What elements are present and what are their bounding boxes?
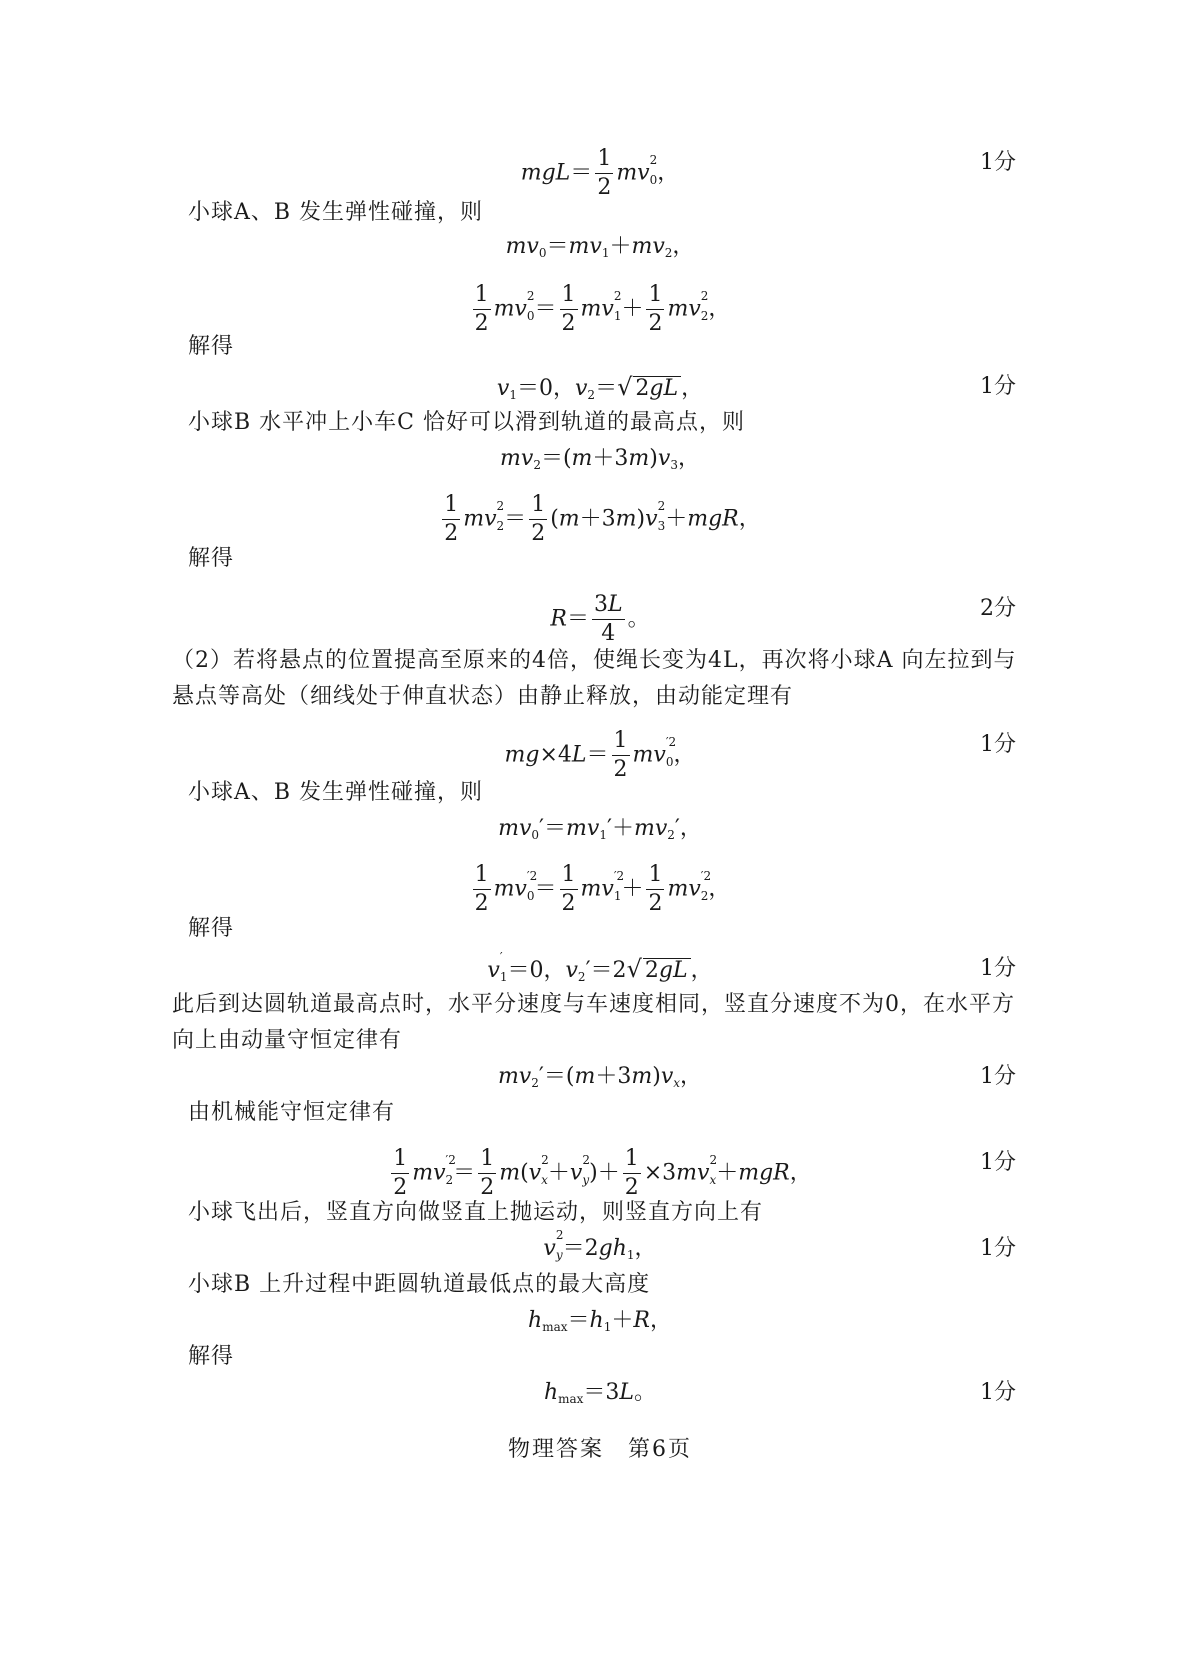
equation-momentum-1: $mv_0=mv_1+mv_2$， bbox=[505, 234, 695, 260]
equation-energy-1: mgL＝ $\frac{1}{2}$ mv 2 0， bbox=[520, 146, 680, 200]
equation-energy-6: $\frac{1}{2}$ mv ′2 2＝ $\frac{1}{2}$ m(v 2 x＋v 2 y)＋ $\frac{1}{2}$ ×3mv 2 x＋mgR， bbox=[393, 1146, 812, 1200]
equation-energy-5: $\frac{1}{2}$ mv ′2 0＝ $\frac{1}{2}$ mv ′2 1＋ $\frac{1}{2}$ mv ′2 2， bbox=[474, 862, 731, 916]
text-line: 小球B 上升过程中距圆轨道最低点的最大高度 bbox=[188, 1272, 651, 1297]
text-line: 小球A、B 发生弹性碰撞，则 bbox=[188, 200, 484, 225]
score-mark: 1分 bbox=[980, 1150, 1016, 1175]
score-mark: 2分 bbox=[980, 596, 1016, 621]
text-line: 此后到达圆轨道最高点时，水平分速度与车速度相同，竖直分速度不为0，在水平方 bbox=[172, 992, 1015, 1017]
equation-result-hmax: $h_{max}=3L$。 bbox=[543, 1380, 657, 1406]
equation-result-R: R＝ $\frac{3L}{4}$ 。 bbox=[550, 592, 650, 646]
text-line: 悬点等高处（细线处于伸直状态）由静止释放，由动能定理有 bbox=[172, 684, 794, 709]
equation-result-1: $v_1=0$，$v_2=√$ 2gL ， bbox=[496, 373, 704, 402]
equation-energy-2: $\frac{1}{2}$ mv 2 0＝ $\frac{1}{2}$ mv 2 1＋ $\frac{1}{2}$ mv 2 2， bbox=[474, 282, 731, 336]
text-line: 小球B 水平冲上小车C 恰好可以滑到轨道的最高点，则 bbox=[188, 410, 745, 435]
score-mark: 1分 bbox=[980, 374, 1016, 399]
text-line: 解得 bbox=[188, 334, 235, 359]
score-mark: 1分 bbox=[980, 1236, 1016, 1261]
text-line: 解得 bbox=[188, 1344, 235, 1369]
equation-momentum-3: $mv_0'=mv_1'+mv_2'$， bbox=[498, 816, 702, 842]
equation-momentum-2: $mv_2=(m+3m)v_3$， bbox=[500, 446, 700, 472]
score-mark: 1分 bbox=[980, 1064, 1016, 1089]
text-line: （2）若将悬点的位置提高至原来的4倍，使绳长变为4L，再次将小球A 向左拉到与 bbox=[172, 648, 1017, 673]
page-footer: 物理答案 第6页 bbox=[508, 1437, 692, 1462]
equation-energy-4: mg×4L＝ $\frac{1}{2}$ mv ′2 0， bbox=[504, 728, 696, 782]
equation-energy-3: $\frac{1}{2}$ mv 2 2＝ $\frac{1}{2}$ (m＋3m)v 2 3＋mgR， bbox=[444, 492, 761, 546]
text-line: 小球飞出后，竖直方向做竖直上抛运动，则竖直方向上有 bbox=[188, 1200, 764, 1225]
score-mark: 1分 bbox=[980, 732, 1016, 757]
score-mark: 1分 bbox=[980, 956, 1016, 981]
text-line: 向上由动量守恒定律有 bbox=[172, 1028, 403, 1053]
equation-momentum-4: $mv_2'=(m+3m)v_x$， bbox=[497, 1064, 703, 1090]
equation-vy: v 2 $y=2gh_1$， bbox=[543, 1228, 657, 1262]
text-line: 由机械能守恒定律有 bbox=[188, 1100, 396, 1125]
text-line: 解得 bbox=[188, 546, 235, 571]
text-line: 解得 bbox=[188, 916, 235, 941]
score-mark: 1分 bbox=[980, 1380, 1016, 1405]
equation-result-2: v ′ 1＝0，$v_2'=2√$ 2gL ， bbox=[487, 950, 713, 984]
score-mark: 1分 bbox=[980, 150, 1016, 175]
text-line: 小球A、B 发生弹性碰撞，则 bbox=[188, 780, 484, 805]
equation-hmax: $h_{max}=h_1+R$， bbox=[528, 1308, 672, 1334]
